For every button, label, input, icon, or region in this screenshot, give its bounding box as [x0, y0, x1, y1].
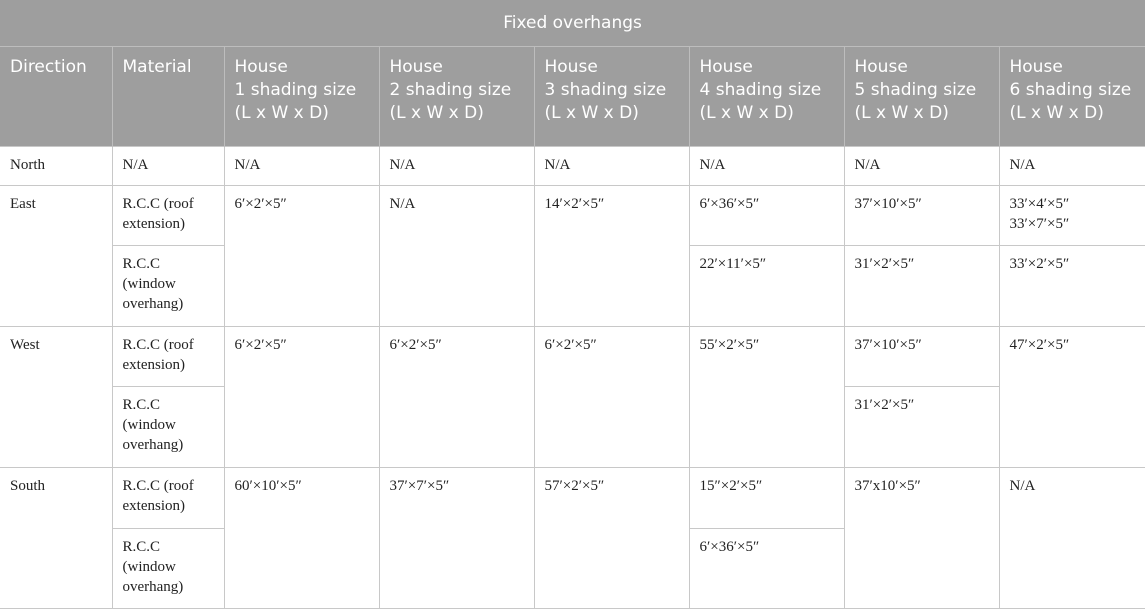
header-line: House [1009, 57, 1063, 77]
cell-material-east-window [112, 246, 224, 327]
cell-east-house-1: 6′×2′×5″ [224, 186, 379, 327]
cell-west-house-1: 6′×2′×5″ [224, 327, 379, 468]
cell-direction-west: West [0, 327, 112, 468]
header-material [112, 47, 224, 147]
header-house-3 [534, 47, 689, 147]
header-line: (L x W x D) [544, 103, 639, 123]
material-line: (window [122, 276, 176, 292]
cell-material-south-roof [112, 468, 224, 529]
header-line: House [699, 57, 753, 77]
header-line: 2 shading size [389, 80, 512, 100]
header-house-2 [379, 47, 534, 147]
cell-south-house-4-window: 6′×36′×5″ [689, 529, 844, 609]
cell-east-house-4-window: 22′×11′×5″ [689, 246, 844, 327]
header-line: (L x W x D) [234, 103, 329, 123]
header-house-1 [224, 47, 379, 147]
header-line: (L x W x D) [1009, 103, 1104, 123]
cell-north-house-4: N/A [689, 147, 844, 186]
header-line: (L x W x D) [854, 103, 949, 123]
material-line: extension) [122, 498, 185, 514]
header-line: House [544, 57, 598, 77]
cell-north-house-2: N/A [379, 147, 534, 186]
cell-south-house-2: 37′×7′×5″ [379, 468, 534, 609]
cell-east-house-6-window: 33′×2′×5″ [999, 246, 1145, 327]
material-line: R.C.C (roof [122, 196, 194, 212]
header-line: House [234, 57, 288, 77]
header-line: House [854, 57, 908, 77]
material-line: R.C.C [122, 256, 161, 272]
table-row-west-roof [0, 327, 1145, 387]
cell-direction-north: North [0, 147, 112, 186]
header-house-6 [999, 47, 1145, 147]
cell-west-house-4: 55′×2′×5″ [689, 327, 844, 468]
cell-east-house-4-roof: 6′×36′×5″ [689, 186, 844, 246]
table-row-east-roof [0, 186, 1145, 246]
cell-east-house-3: 14′×2′×5″ [534, 186, 689, 327]
material-line: R.C.C [122, 539, 161, 555]
material-line: overhang) [122, 437, 184, 453]
cell-south-house-5: 37′x10′×5″ [844, 468, 999, 609]
cell-south-house-6: N/A [999, 468, 1145, 609]
material-line: (window [122, 559, 176, 575]
cell-north-house-1: N/A [224, 147, 379, 186]
cell-material-west-window [112, 387, 224, 468]
material-line: R.C.C (roof [122, 337, 194, 353]
cell-west-house-6: 47′×2′×5″ [999, 327, 1145, 468]
cell-south-house-1: 60′×10′×5″ [224, 468, 379, 609]
cell-west-house-5-window: 31′×2′×5″ [844, 387, 999, 468]
cell-north-house-6: N/A [999, 147, 1145, 186]
cell-west-house-2: 6′×2′×5″ [379, 327, 534, 468]
material-line: extension) [122, 357, 185, 373]
cell-east-house-5-window: 31′×2′×5″ [844, 246, 999, 327]
header-direction-text: Direction [10, 57, 87, 77]
cell-east-house-6-roof [999, 186, 1145, 246]
header-material-text: Material [122, 57, 192, 77]
header-line: (L x W x D) [389, 103, 484, 123]
material-line: R.C.C [122, 397, 161, 413]
cell-east-house-2: N/A [379, 186, 534, 327]
table-title: Fixed overhangs [0, 0, 1145, 47]
header-direction [0, 47, 112, 147]
cell-material-north: N/A [112, 147, 224, 186]
material-line: overhang) [122, 579, 184, 595]
size-line: 33′×7′×5″ [1009, 216, 1070, 232]
cell-north-house-5: N/A [844, 147, 999, 186]
header-line: 5 shading size [854, 80, 977, 100]
cell-material-east-roof [112, 186, 224, 246]
cell-north-house-3: N/A [534, 147, 689, 186]
material-line: extension) [122, 216, 185, 232]
material-line: overhang) [122, 296, 184, 312]
header-line: (L x W x D) [699, 103, 794, 123]
cell-east-house-5-roof: 37′×10′×5″ [844, 186, 999, 246]
cell-direction-south: South [0, 468, 112, 609]
cell-south-house-4-roof: 15″×2′×5″ [689, 468, 844, 529]
size-line: 33′×4′×5″ [1009, 196, 1070, 212]
material-line: R.C.C (roof [122, 478, 194, 494]
header-line: 3 shading size [544, 80, 667, 100]
table-row-south-roof [0, 468, 1145, 529]
cell-south-house-3: 57′×2′×5″ [534, 468, 689, 609]
cell-material-west-roof [112, 327, 224, 387]
header-house-5 [844, 47, 999, 147]
table-row-north [0, 147, 1145, 186]
header-line: 6 shading size [1009, 80, 1132, 100]
cell-west-house-3: 6′×2′×5″ [534, 327, 689, 468]
cell-direction-east: East [0, 186, 112, 327]
material-line: (window [122, 417, 176, 433]
cell-west-house-5-roof: 37′×10′×5″ [844, 327, 999, 387]
header-line: 1 shading size [234, 80, 357, 100]
header-line: House [389, 57, 443, 77]
header-house-4 [689, 47, 844, 147]
header-line: 4 shading size [699, 80, 822, 100]
